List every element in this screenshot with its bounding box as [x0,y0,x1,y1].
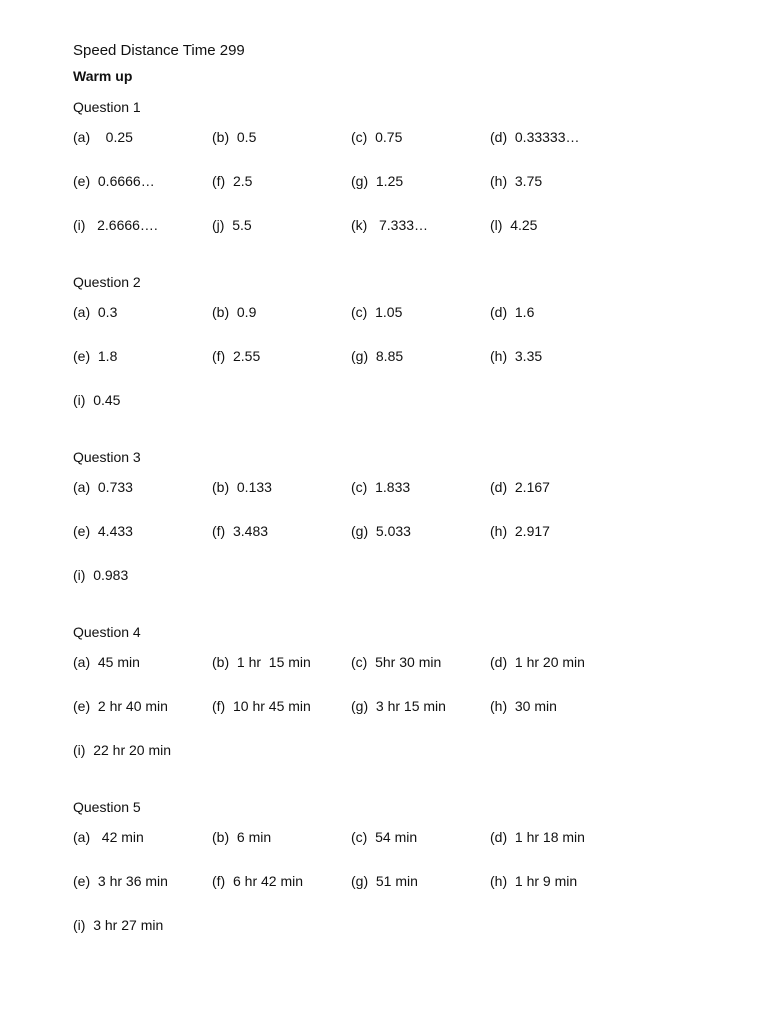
answer-item: (f) 6 hr 42 min [212,873,304,889]
answer-item: (f) 10 hr 45 min [212,698,311,714]
answer-item: (i) 22 hr 20 min [73,742,172,758]
answer-item: (a) 45 min [73,654,140,670]
answer-item: (b) 0.5 [212,129,257,145]
answer-item: (c) 1.833 [351,479,411,495]
answer-item: (g) 3 hr 15 min [351,698,446,714]
answer-item: (b) 0.133 [212,479,272,495]
answer-item: (g) 1.25 [351,173,404,189]
question-heading: Question 3 [73,449,141,465]
answer-item: (i) 3 hr 27 min [73,917,164,933]
answer-item: (c) 1.05 [351,304,403,320]
answer-item: (f) 2.5 [212,173,253,189]
answer-item: (h) 2.917 [490,523,550,539]
answer-item: (i) 2.6666…. [73,217,158,233]
answer-item: (c) 0.75 [351,129,403,145]
answer-item: (h) 3.75 [490,173,543,189]
question-heading: Question 1 [73,99,141,115]
answer-item: (f) 3.483 [212,523,269,539]
section-subtitle: Warm up [73,68,133,84]
answer-item: (d) 0.33333… [490,129,580,145]
answer-item: (f) 2.55 [212,348,261,364]
answer-item: (g) 5.033 [351,523,411,539]
answer-item: (j) 5.5 [212,217,252,233]
answer-item: (d) 2.167 [490,479,550,495]
answer-item: (h) 3.35 [490,348,543,364]
answer-item: (c) 54 min [351,829,418,845]
answer-item: (h) 1 hr 9 min [490,873,578,889]
answer-item: (d) 1.6 [490,304,535,320]
answer-item: (e) 3 hr 36 min [73,873,168,889]
answer-item: (b) 1 hr 15 min [212,654,311,670]
answer-item: (d) 1 hr 20 min [490,654,585,670]
answer-item: (i) 0.45 [73,392,121,408]
answer-item: (g) 51 min [351,873,418,889]
answer-item: (b) 6 min [212,829,272,845]
answer-item: (a) 0.3 [73,304,118,320]
question-heading: Question 5 [73,799,141,815]
page-title: Speed Distance Time 299 [73,42,245,59]
question-heading: Question 4 [73,624,141,640]
answer-item: (i) 0.983 [73,567,129,583]
answer-item: (k) 7.333… [351,217,429,233]
answer-item: (e) 2 hr 40 min [73,698,168,714]
answer-item: (g) 8.85 [351,348,404,364]
question-heading: Question 2 [73,274,141,290]
answer-item: (b) 0.9 [212,304,257,320]
answer-item: (l) 4.25 [490,217,538,233]
answer-item: (e) 0.6666… [73,173,155,189]
answer-item: (d) 1 hr 18 min [490,829,585,845]
answer-item: (a) 0.733 [73,479,133,495]
answer-item: (c) 5hr 30 min [351,654,442,670]
answer-item: (a) 42 min [73,829,144,845]
answer-item: (h) 30 min [490,698,557,714]
answer-item: (e) 4.433 [73,523,133,539]
answer-item: (a) 0.25 [73,129,133,145]
answer-item: (e) 1.8 [73,348,118,364]
